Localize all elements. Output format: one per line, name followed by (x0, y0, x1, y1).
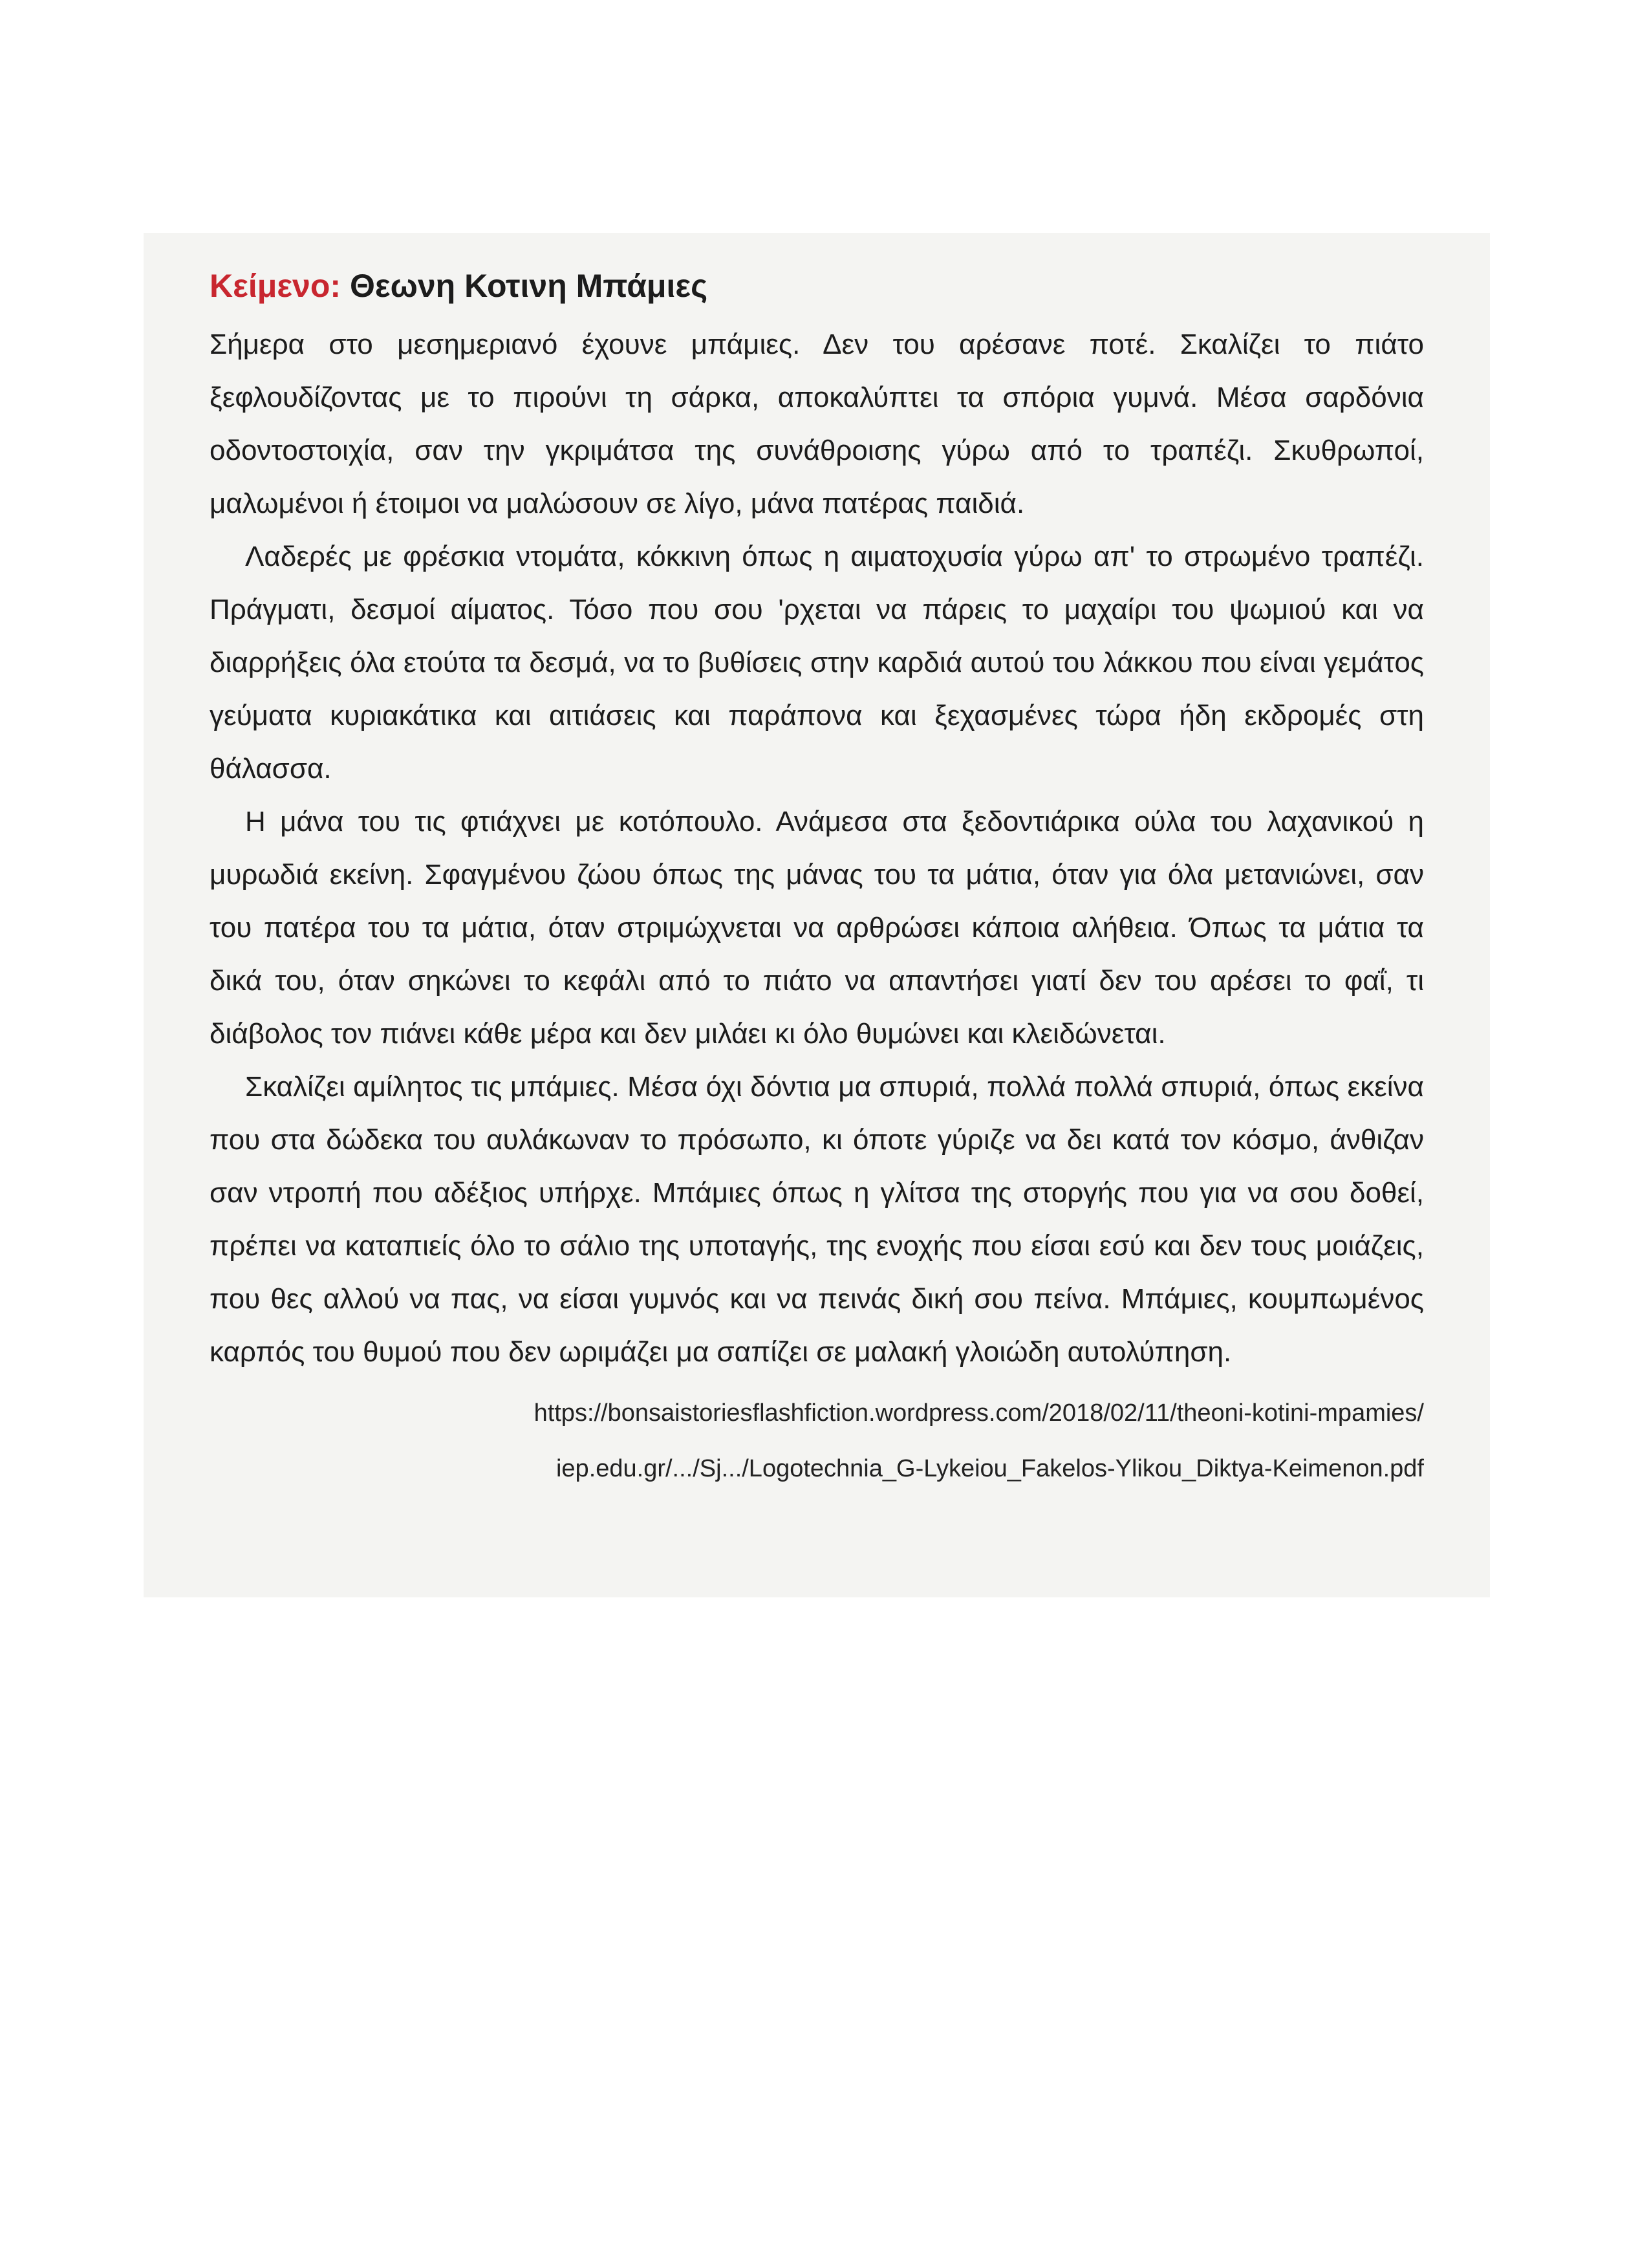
paragraph-3: Η μάνα του τις φτιάχνει με κοτόπουλο. Ανάμεσα στα ξεδοντιάρικα ούλα του λαχανικού η μυρωδιά εκείνη. Σφαγμένου ζώου όπως της μάνας του τα μάτια, όταν για όλα μετανιώνει, σαν του πατέρα του τα μάτια, όταν στριμώχνεται να αρθρώσει κάποια αλήθεια. Όπως τα μάτια τα δικά του, όταν σηκώνει το κεφάλι από το πιάτο να απαντήσει γιατί δεν του αρέσει το φαΐ, τι διάβολος τον πιάνει κάθε μέρα και δεν μιλάει κι όλο θυμώνει και κλειδώνεται. (210, 806, 1424, 1050)
heading-author: Θεωνη Κοτινη (349, 268, 567, 304)
paragraph-1: Σήμερα στο μεσημεριανό έχουνε μπάμιες. Δεν του αρέσανε ποτέ. Σκαλίζει το πιάτο ξεφλουδίζοντας με το πιρούνι τη σάρκα, αποκαλύπτει τα σπόρια γυμνά. Μέσα σαρδόνια οδοντοστοιχία, σαν την γκριμάτσα της συνάθροισης γύρω από το τραπέζι. Σκυθρωποί, μαλωμένοι ή έτοιμοι να μαλώσουν σε λίγο, μάνα πατέρας παιδιά. (210, 329, 1424, 519)
heading-title: Μπάμιες (576, 268, 708, 304)
literary-excerpt (210, 265, 1424, 1496)
paragraph-4: Σκαλίζει αμίλητος τις μπάμιες. Μέσα όχι δόντια μα σπυριά, πολλά πολλά σπυριά, όπως εκείνα που στα δώδεκα του αυλάκωναν το πρόσωπο, κι όποτε γύριζε να δει κατά τον κόσμο, άνθιζαν σαν ντροπή που αδέξιος υπήρχε. Μπάμιες όπως η γλίτσα της στοργής που για να σου δοθεί, πρέπει να καταπιείς όλο το σάλιο της υποταγής, της ενοχής που είσαι εσύ και δεν τους μοιάζεις, που θες αλλού να πας, να είσαι γυμνός και να πεινάς δική σου πείνα. Μπάμιες, κουμπωμένος καρπός του θυμού που δεν ωριμάζει μα σαπίζει σε μαλακή γλοιώδη αυτολύπηση. (210, 1071, 1424, 1368)
source-url-2: iep.edu.gr/.../Sj.../Logotechnia_G-Lykeiou_Fakelos-Ylikou_Diktya-Keimenon.pdf (555, 1455, 1424, 1482)
paragraph-2: Λαδερές με φρέσκια ντομάτα, κόκκινη όπως η αιματοχυσία γύρω απ' το στρωμένο τραπέζι. Πράγματι, δεσμοί αίματος. Τόσο που σου 'ρχεται να πάρεις το μαχαίρι του ψωμιού και να διαρρήξεις όλα ετούτα τα δεσμά, να το βυθίσεις στην καρδιά αυτού του λάκκου που είναι γεμάτος γεύματα κυριακάτικα και αιτιάσεις και παράπονα και ξεχασμένες τώρα ήδη εκδρομές στη θάλασσα. (210, 541, 1424, 784)
scanned-page (144, 233, 1490, 1597)
excerpt-heading (210, 265, 1424, 307)
source-url-1: https://bonsaistoriesflashfiction.wordpress.com/2018/02/11/theoni-kotini-mpamies/ (534, 1399, 1424, 1427)
source-references (210, 1385, 1424, 1496)
heading-label: Κείμενο: (210, 268, 341, 304)
